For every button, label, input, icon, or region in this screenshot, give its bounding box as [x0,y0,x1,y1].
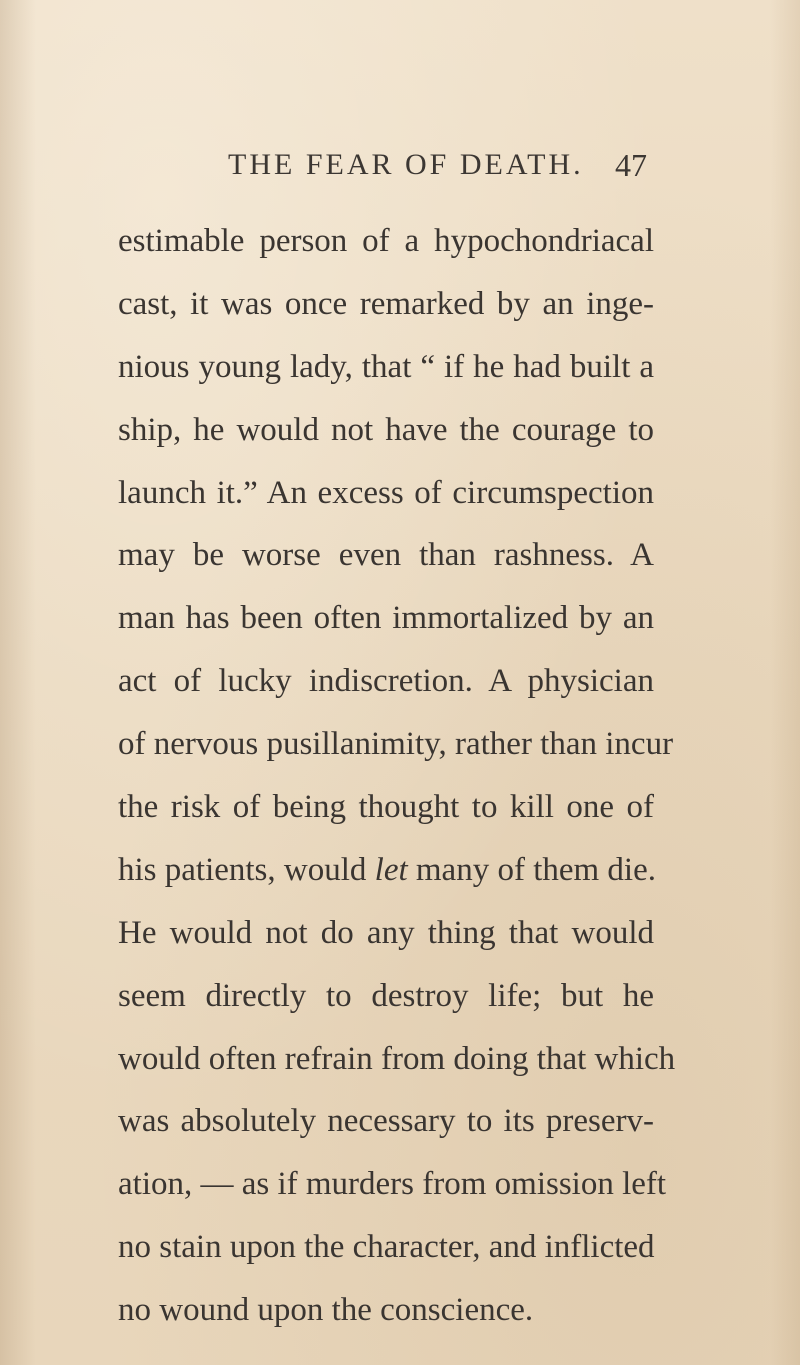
text-line: no stain upon the character, and inflicted [118,1229,655,1266]
text-line: He would not do any thing that would [118,914,654,951]
running-head: THE FEAR OF DEATH. [228,148,584,181]
body-text [118,210,676,1342]
text-segment: many of them die. [407,851,656,888]
text-line: the risk of being thought to kill one of [118,789,654,826]
text-line: seem directly to destroy life; but he [118,977,654,1014]
text-line: launch it.” An excess of circumspection [118,474,654,511]
text-line: act of lucky indiscretion. A physician [118,663,654,700]
text-line: of nervous pusillanimity, rather than incur [118,726,674,763]
text-line: ation, — as if murders from omission left [118,1166,667,1203]
text-line: nious young lady, that “ if he had built a [118,348,654,385]
text-line: would often refrain from doing that which [118,1040,676,1077]
text-line: was absolutely necessary to its preserv- [118,1103,654,1140]
italic-word: let [374,851,408,888]
text-line-last: no wound upon the conscience. [118,1292,534,1329]
text-line: may be worse even than rashness. A [118,537,654,574]
text-segment: his patients, would [118,851,375,888]
text-line: man has been often immortalized by an [118,600,654,637]
text-line-with-italic [118,839,654,902]
page-number: 47 [615,147,647,183]
page-header [0,140,800,190]
text-line: ship, he would not have the courage to [118,411,654,448]
text-line: estimable person of a hypochondriacal [118,223,654,259]
text-line: cast, it was once remarked by an inge- [118,285,654,322]
